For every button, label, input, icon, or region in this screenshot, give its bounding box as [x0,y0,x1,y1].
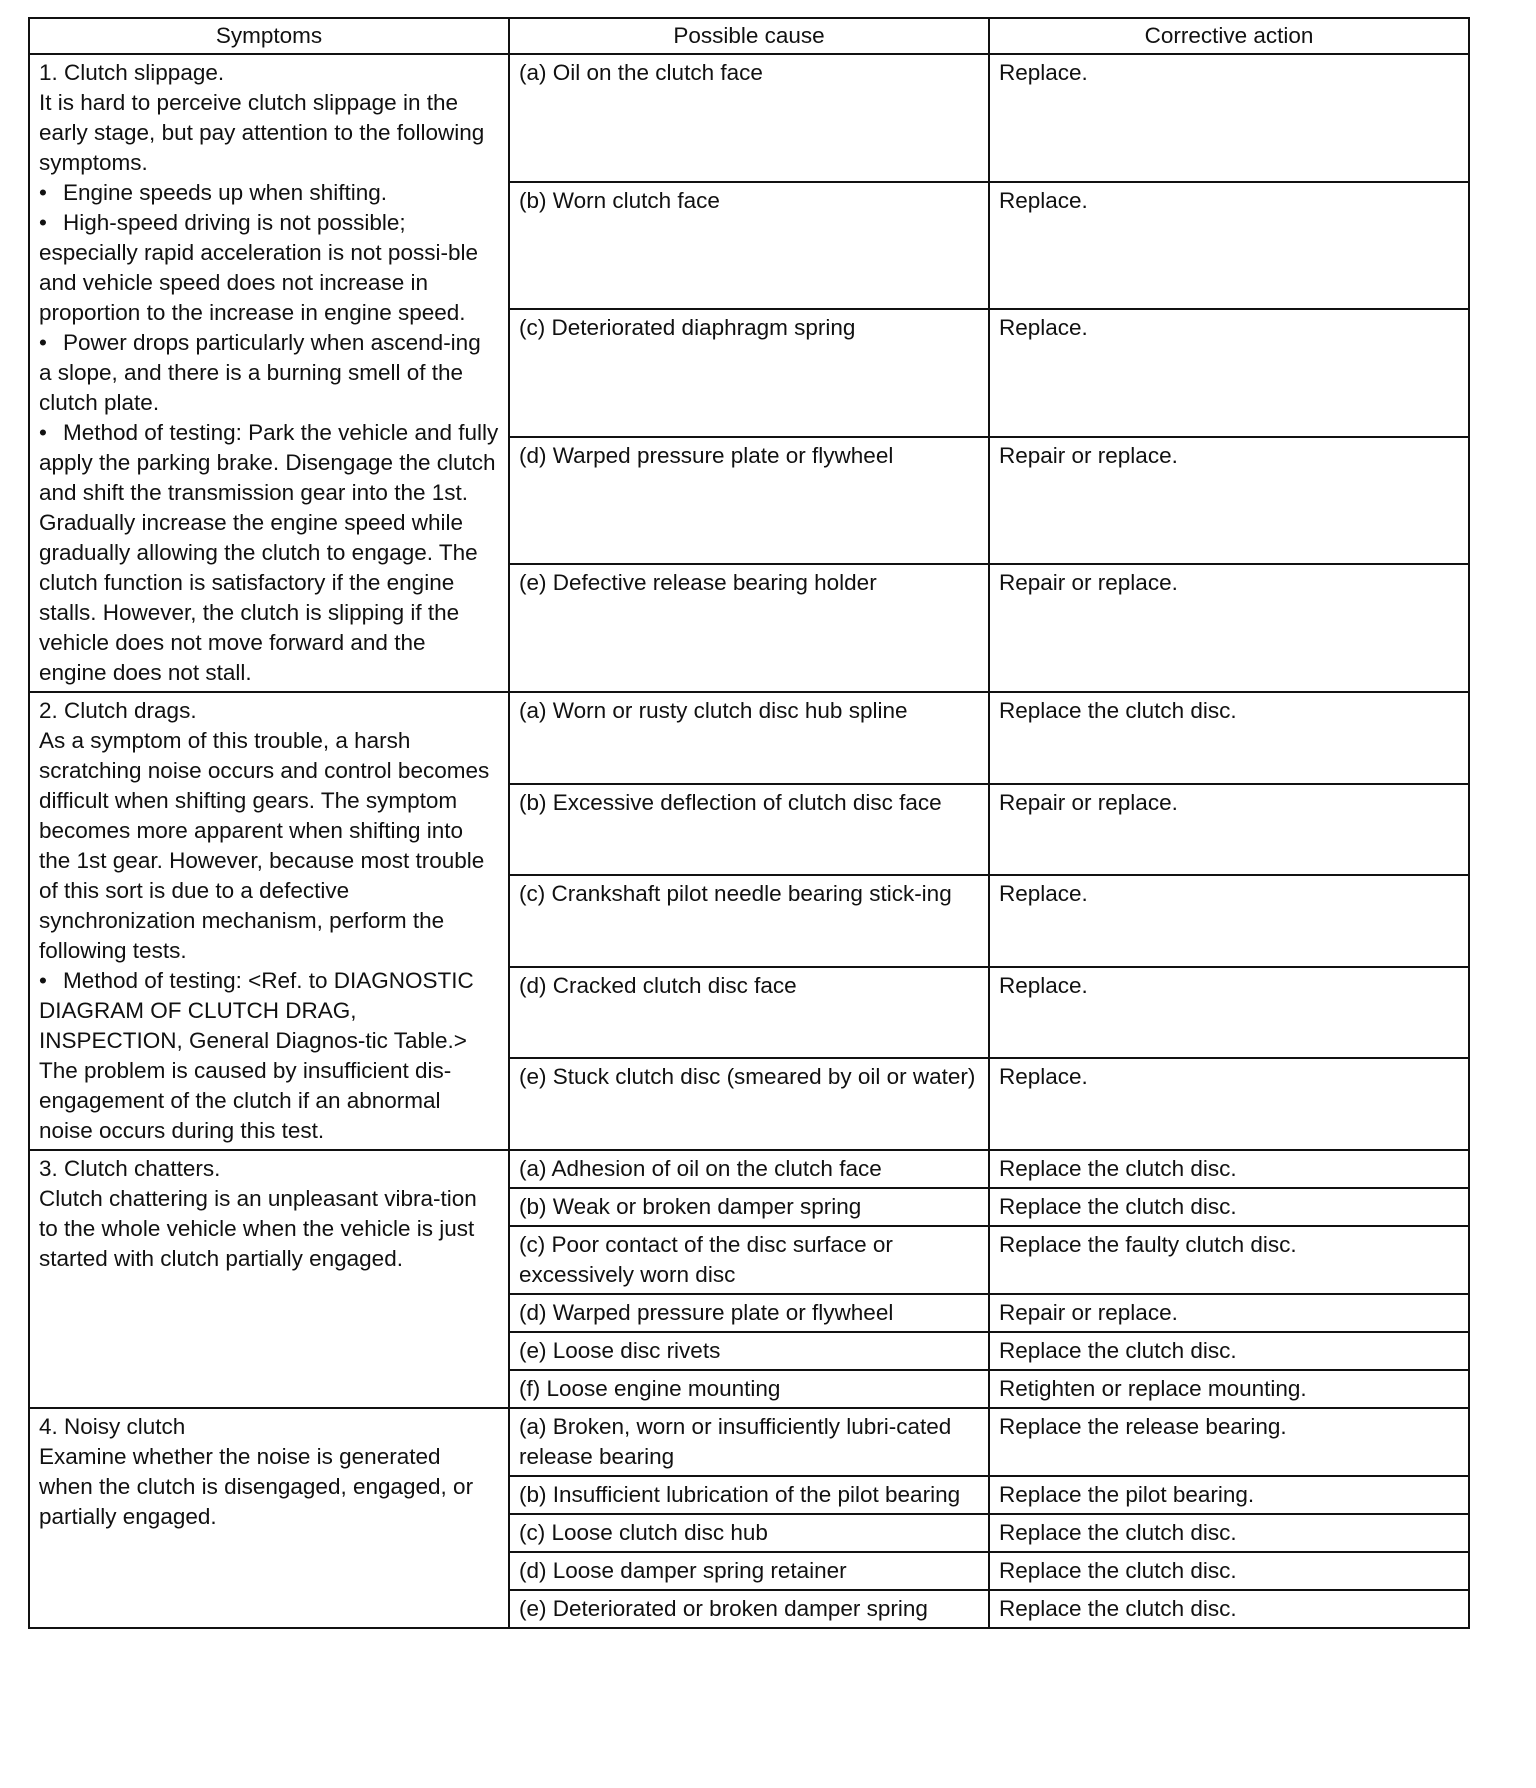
corrective-action-cell: Replace. [989,967,1469,1059]
possible-cause-cell: (b) Excessive deflection of clutch disc face [509,784,989,876]
symptom-text: As a symptom of this trouble, a harsh scratching noise occurs and control becomes difficult when shifting gears. The symptom becomes more apparent when shifting into the 1st gear. However, because most trouble of this sort is due to a defective synchronization mechanism, perform the following tests. [39,728,490,963]
bullet-icon: • [39,968,47,993]
symptom-title: 3. Clutch chatters. [39,1156,221,1181]
possible-cause-cell: (d) Loose damper spring retainer [509,1552,989,1590]
bullet-icon: • [39,420,47,445]
corrective-action-cell: Repair or replace. [989,564,1469,692]
corrective-action-cell: Replace the clutch disc. [989,1188,1469,1226]
symptom-bullet-text: Power drops particularly when ascend-ing a slope, and there is a burning smell of the clutch plate. [39,330,481,415]
symptom-bullet [39,178,499,208]
possible-cause-cell: (b) Weak or broken damper spring [509,1188,989,1226]
possible-cause-cell: (b) Worn clutch face [509,182,989,310]
possible-cause-cell: (d) Cracked clutch disc face [509,967,989,1059]
table-row [29,692,1469,784]
header-possible-cause: Possible cause [509,18,989,54]
clutch-diagnostic-table [28,17,1470,1629]
possible-cause-cell: (a) Worn or rusty clutch disc hub spline [509,692,989,784]
bullet-icon: • [39,330,47,355]
header-corrective-action: Corrective action [989,18,1469,54]
possible-cause-cell: (b) Insufficient lubrication of the pilot bearing [509,1476,989,1514]
symptom-title: 4. Noisy clutch [39,1414,186,1439]
symptom-bullet [39,966,499,1056]
possible-cause-cell: (a) Adhesion of oil on the clutch face [509,1150,989,1188]
corrective-action-cell: Replace. [989,1058,1469,1150]
corrective-action-cell: Repair or replace. [989,437,1469,565]
symptom-text: The problem is caused by insufficient dis-engagement of the clutch if an abnormal noise occurs during this test. [39,1058,452,1143]
table-row [29,1408,1469,1476]
symptom-cell [29,1408,509,1628]
corrective-action-cell: Replace the clutch disc. [989,692,1469,784]
symptom-bullet-text: Method of testing: Park the vehicle and fully apply the parking brake. Disengage the clutch and shift the transmission gear into the 1st. Gradually increase the engine speed while gradually allowing the clutch to engage. The clutch function is satisfactory if the engine stalls. However, the clutch is slipping if the vehicle does not move forward and the engine does not stall. [39,420,499,685]
corrective-action-cell: Replace the release bearing. [989,1408,1469,1476]
symptom-bullet [39,208,499,328]
corrective-action-cell: Replace the clutch disc. [989,1332,1469,1370]
possible-cause-cell: (c) Deteriorated diaphragm spring [509,309,989,437]
corrective-action-cell: Replace the pilot bearing. [989,1476,1469,1514]
corrective-action-cell: Repair or replace. [989,784,1469,876]
possible-cause-cell: (d) Warped pressure plate or flywheel [509,1294,989,1332]
table-row [29,1150,1469,1188]
corrective-action-cell: Replace the clutch disc. [989,1552,1469,1590]
symptom-cell [29,54,509,692]
symptom-bullet-text: High-speed driving is not possible; especially rapid acceleration is not possi-ble and vehicle speed does not increase in proportion to the increase in engine speed. [39,210,478,325]
corrective-action-cell: Retighten or replace mounting. [989,1370,1469,1408]
symptom-bullet-text: Method of testing: <Ref. to DIAGNOSTIC DIAGRAM OF CLUTCH DRAG, INSPECTION, General Diagnos-tic Table.> [39,968,474,1053]
corrective-action-cell: Replace the clutch disc. [989,1590,1469,1628]
corrective-action-cell: Repair or replace. [989,1294,1469,1332]
symptom-cell [29,692,509,1150]
symptom-text: Clutch chattering is an unpleasant vibra-tion to the whole vehicle when the vehicle is just started with clutch partially engaged. [39,1186,477,1271]
possible-cause-cell: (e) Loose disc rivets [509,1332,989,1370]
possible-cause-cell: (e) Defective release bearing holder [509,564,989,692]
symptom-title: 2. Clutch drags. [39,698,197,723]
possible-cause-cell: (c) Poor contact of the disc surface or excessively worn disc [509,1226,989,1294]
possible-cause-cell: (e) Deteriorated or broken damper spring [509,1590,989,1628]
possible-cause-cell: (f) Loose engine mounting [509,1370,989,1408]
symptom-bullet [39,418,499,688]
corrective-action-cell: Replace. [989,875,1469,967]
symptom-bullet-text: Engine speeds up when shifting. [63,180,387,205]
possible-cause-cell: (a) Broken, worn or insufficiently lubri-cated release bearing [509,1408,989,1476]
table-row [29,54,1469,182]
possible-cause-cell: (d) Warped pressure plate or flywheel [509,437,989,565]
possible-cause-cell: (e) Stuck clutch disc (smeared by oil or water) [509,1058,989,1150]
bullet-icon: • [39,180,47,205]
symptom-text: It is hard to perceive clutch slippage in the early stage, but pay attention to the following symptoms. [39,90,485,175]
symptom-cell [29,1150,509,1408]
possible-cause-cell: (a) Oil on the clutch face [509,54,989,182]
corrective-action-cell: Replace. [989,54,1469,182]
corrective-action-cell: Replace. [989,182,1469,310]
corrective-action-cell: Replace the clutch disc. [989,1150,1469,1188]
bullet-icon: • [39,210,47,235]
corrective-action-cell: Replace the faulty clutch disc. [989,1226,1469,1294]
corrective-action-cell: Replace. [989,309,1469,437]
possible-cause-cell: (c) Loose clutch disc hub [509,1514,989,1552]
diagnostic-document [28,17,1468,1629]
corrective-action-cell: Replace the clutch disc. [989,1514,1469,1552]
header-row [29,18,1469,54]
symptom-bullet [39,328,499,418]
table-body [29,54,1469,1628]
symptom-text: Examine whether the noise is generated when the clutch is disengaged, engaged, or partially engaged. [39,1444,474,1529]
possible-cause-cell: (c) Crankshaft pilot needle bearing stick-ing [509,875,989,967]
symptom-title: 1. Clutch slippage. [39,60,225,85]
header-symptoms: Symptoms [29,18,509,54]
